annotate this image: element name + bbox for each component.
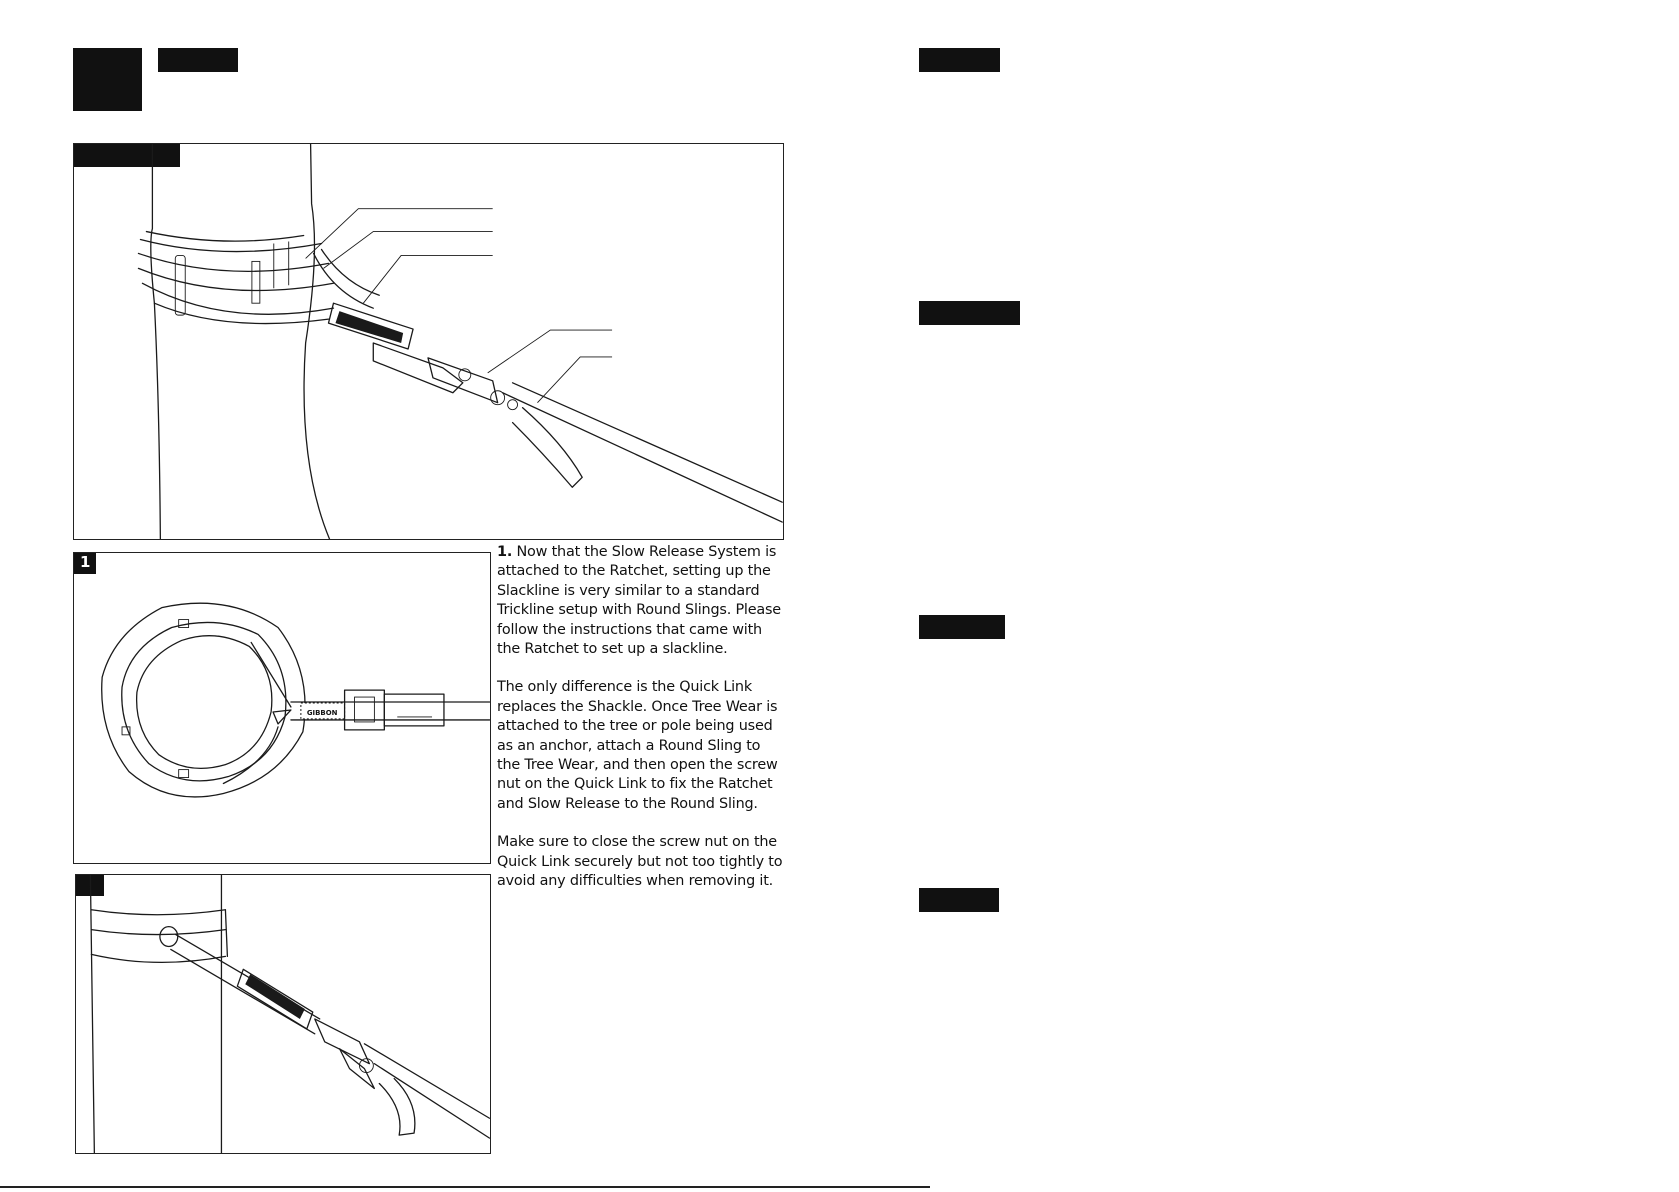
bottom-rule [0, 1186, 930, 1188]
right-heading-bar-1 [919, 48, 1000, 72]
main-figure [73, 143, 784, 540]
figure-1-brand: GIBBON [306, 708, 338, 717]
instruction-text [497, 543, 785, 911]
tree-ratchet-illustration [74, 144, 783, 539]
instruction-paragraph-3: Make sure to close the screw nut on the Quick Link securely but not too tightly to avoid any difficulties when removing it. [497, 834, 783, 890]
step-badge [73, 48, 142, 111]
right-heading-bar-4 [919, 888, 999, 912]
right-heading-bar-3 [919, 615, 1005, 639]
instruction-paragraph-1: 1. Now that the Slow Release System is attached to the Ratchet, setting up the Slackline is very similar to a standard Trickline setup with Round Slings. Please follow the instructions that came with the Ratchet to set up a slackline. [497, 544, 781, 658]
figure-2 [75, 874, 491, 1154]
figure-1 [73, 552, 491, 864]
top-view-illustration [74, 553, 490, 863]
heading-bar [158, 48, 238, 72]
step-number: 1. [497, 544, 513, 560]
figure-1-label: 1 [74, 553, 96, 574]
instruction-paragraph-2: The only difference is the Quick Link replaces the Shackle. Once Tree Wear is attached to the tree or pole being used as an anchor, attach a Round Sling to the Tree Wear, and then open the screw nut on the Quick Link to fix the Ratchet and Slow Release to the Round Sling. [497, 679, 778, 812]
right-heading-bar-2 [919, 301, 1020, 325]
side-view-illustration [76, 875, 490, 1153]
